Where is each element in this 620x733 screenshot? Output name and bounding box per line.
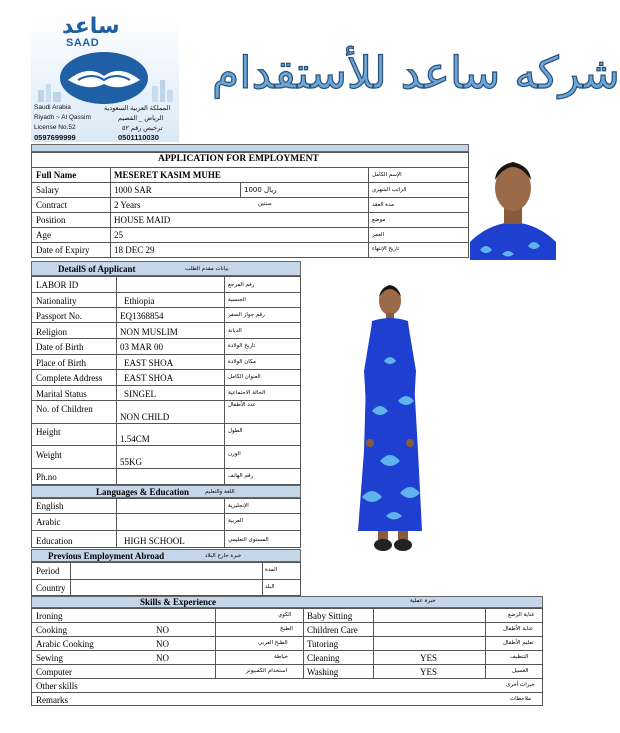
license-ar: ترخيص رقم ٥٢ xyxy=(122,125,163,132)
address-label: Complete Address xyxy=(36,373,103,383)
license-en: License No.52 xyxy=(34,124,76,131)
other-skills-ar: خبرات أخرى xyxy=(506,682,535,688)
skills-heading-ar: خبرة عملية xyxy=(410,598,436,604)
weight-value: 55KG xyxy=(120,457,142,467)
education-label: Education xyxy=(36,536,73,546)
country-ar: المملكة العربية السعودية xyxy=(104,105,171,112)
salary-label: Salary xyxy=(36,185,59,195)
labor-id-ar: رقم المرجع xyxy=(228,282,255,288)
computer-ar: استخدام الكمبيوتر xyxy=(246,668,288,674)
skills-heading-bar xyxy=(31,596,543,608)
expiry-ar: تاريخ الإنتهاء xyxy=(372,246,400,252)
applicant-full-body-photo xyxy=(302,261,542,595)
children-label: No. of Children xyxy=(36,404,93,414)
phone-label: Ph.no xyxy=(36,472,57,482)
applicant-heading-ar: بيانات مقدم الطلب xyxy=(185,266,229,272)
dob-label: Date of Birth xyxy=(36,342,84,352)
religion-value: NON MUSLIM xyxy=(120,327,178,337)
baby-sitting-ar: عناية الرضع xyxy=(508,612,535,618)
sewing-value: NO xyxy=(156,653,169,663)
age-value: 25 xyxy=(114,230,123,240)
children-value: NON CHILD xyxy=(120,412,170,422)
period-label: Period xyxy=(36,566,60,576)
country-label: Country xyxy=(36,583,66,593)
country-en: Saudi Arabia xyxy=(34,104,71,111)
sewing-ar: خياطة xyxy=(274,654,289,660)
position-ar: موضع xyxy=(372,217,386,223)
washing-label: Washing xyxy=(307,667,339,677)
nationality-label: Nationality xyxy=(36,296,77,306)
period-ar: المدة xyxy=(265,567,278,573)
height-label: Height xyxy=(36,427,61,437)
nationality-value: Ethiopia xyxy=(124,296,155,306)
pob-value: EAST SHOA xyxy=(124,358,174,368)
languages-heading-ar: اللغة والتعليم xyxy=(205,489,235,495)
previous-heading-ar: خبرة خارج البلاد xyxy=(205,553,242,559)
form-title: APPLICATION FOR EMPLOYMENT xyxy=(158,154,319,164)
passport-value: EQ1368854 xyxy=(120,311,164,321)
pob-ar: مكان الولادة xyxy=(228,359,256,365)
children-ar: عدد الأطفال xyxy=(228,402,256,408)
computer-label: Computer xyxy=(36,667,72,677)
height-value: 1.54CM xyxy=(120,434,150,444)
contract-ar: مدة العقد xyxy=(372,202,394,208)
washing-ar: الغسيل xyxy=(512,668,529,674)
education-value: HIGH SCHOOL xyxy=(124,536,185,546)
country-ar: البلد xyxy=(265,584,275,590)
expiry-label: Date of Expiry xyxy=(36,245,90,255)
cooking-label: Cooking xyxy=(36,625,68,635)
dob-value: 03 MAR 00 xyxy=(120,342,164,352)
sewing-label: Sewing xyxy=(36,653,63,663)
cooking-ar: الطبخ xyxy=(280,626,293,632)
other-skills-label: Other skills xyxy=(36,681,78,691)
applicant-heading: DetailS of Applicant xyxy=(58,264,136,274)
city-ar: الرياض _ القصيم xyxy=(118,115,164,122)
address-value: EAST SHOA xyxy=(124,373,174,383)
full-name-ar: الإسم الكامل xyxy=(372,172,402,178)
arabic-cooking-label: Arabic Cooking xyxy=(36,639,94,649)
address-ar: العنوان الكامل xyxy=(228,374,261,380)
city-en: Riyadh ~ Al Qassim xyxy=(34,114,91,121)
passport-ar: رقم جواز السفر xyxy=(228,312,265,318)
skills-heading: Skills & Experience xyxy=(140,597,216,607)
baby-sitting-label: Baby Sitting xyxy=(307,611,353,621)
languages-heading: Languages & Education xyxy=(96,487,190,497)
position-label: Position xyxy=(36,215,66,225)
cleaning-label: Cleaning xyxy=(307,653,340,663)
contract-mid-ar: سنتين xyxy=(258,201,272,207)
arabic-ar: العربية xyxy=(228,518,244,524)
religion-ar: الديانة xyxy=(228,328,242,334)
arabic-cooking-value: NO xyxy=(156,639,169,649)
salary-value: 1000 SAR xyxy=(114,185,152,195)
full-name-label: Full Name xyxy=(36,170,77,180)
english-ar: الإنجليزية xyxy=(228,503,249,509)
children-care-ar: عناية الأطفال xyxy=(503,626,534,632)
logo-english-text: SAAD xyxy=(66,37,100,49)
salary-mid-ar: ريال 1000 xyxy=(244,186,277,194)
age-label: Age xyxy=(36,230,51,240)
passport-label: Passport No. xyxy=(36,311,83,321)
skyline-icon xyxy=(34,78,176,102)
previous-heading: Previous Employment Abroad xyxy=(48,551,165,561)
nationality-ar: الجنسية xyxy=(228,297,246,303)
phone-1: 0597699999 xyxy=(34,133,76,142)
top-blue-bar xyxy=(31,144,469,152)
contract-label: Contract xyxy=(36,200,67,210)
cooking-value: NO xyxy=(156,625,169,635)
cleaning-value: YES xyxy=(420,653,438,663)
logo-arabic-text: ساعد xyxy=(62,14,120,39)
company-title: شركه ساعد للأستقدام xyxy=(212,48,620,99)
dob-ar: تاريخ الولادة xyxy=(228,343,256,349)
remarks-ar: ملاحظات xyxy=(510,696,531,702)
position-value: HOUSE MAID xyxy=(114,215,171,225)
arabic-label: Arabic xyxy=(36,517,61,527)
cleaning-ar: التنظيف xyxy=(510,654,529,660)
washing-value: YES xyxy=(420,667,438,677)
contract-value: 2 Years xyxy=(114,200,141,210)
height-ar: الطول xyxy=(228,428,243,434)
arabic-cooking-ar: الطبخ العربي xyxy=(258,640,288,646)
remarks-label: Remarks xyxy=(36,695,68,705)
english-label: English xyxy=(36,501,64,511)
expiry-value: 18 DEC 29 xyxy=(114,245,155,255)
applicant-portrait-photo xyxy=(470,150,556,260)
marital-label: Marital Status xyxy=(36,389,87,399)
marital-ar: الحالة الاجتماعية xyxy=(228,390,266,396)
full-name-value: MESERET KASIM MUHE xyxy=(114,170,221,180)
tutoring-label: Tutoring xyxy=(307,639,339,649)
children-care-label: Children Care xyxy=(307,625,358,635)
pob-label: Place of Birth xyxy=(36,358,86,368)
tutoring-ar: تعليم الأطفال xyxy=(503,640,534,646)
ironing-ar: الكوي xyxy=(278,612,292,618)
ironing-label: Ironing xyxy=(36,611,63,621)
marital-value: SINGEL xyxy=(124,389,156,399)
phone-2: 0501110030 xyxy=(118,133,159,142)
religion-label: Religion xyxy=(36,327,67,337)
education-ar: المستوى التعليمي xyxy=(228,537,269,543)
age-ar: العمر xyxy=(372,232,385,238)
salary-ar: الراتب الشهري xyxy=(372,187,407,193)
phone-ar: رقم الهاتف xyxy=(228,473,254,479)
weight-label: Weight xyxy=(36,450,62,460)
weight-ar: الوزن xyxy=(228,451,241,457)
labor-id-label: LABOR ID xyxy=(36,280,79,290)
